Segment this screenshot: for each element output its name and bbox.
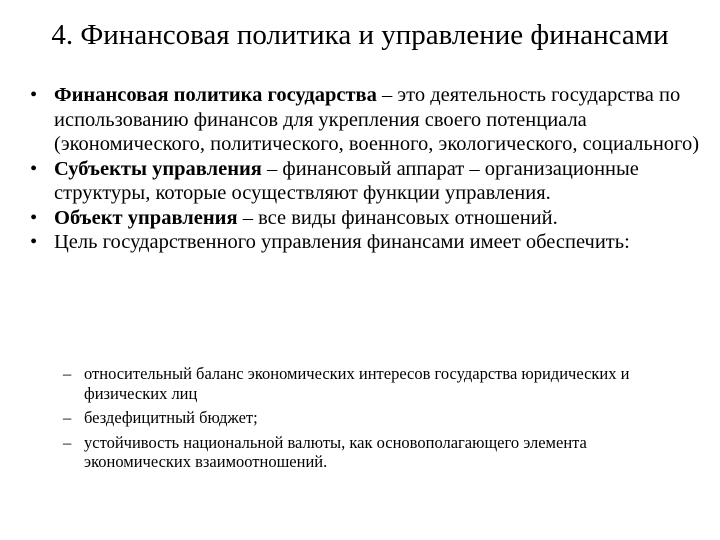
dash-mark: – [63, 432, 72, 452]
bullet-term: Субъекты управления [54, 157, 262, 180]
bullet-mark: • [30, 231, 38, 253]
dash-mark: – [63, 408, 72, 427]
slide-title: 4. Финансовая политика и управление финансами [51, 19, 669, 51]
sub-item-text: относительный баланс экономических интересов государства юридических и физических лиц [84, 364, 630, 403]
bullet-item-financial-policy [30, 83, 700, 157]
bullet-mark: • [30, 157, 38, 180]
bullet-mark: • [30, 84, 38, 106]
sub-item-balance [63, 364, 663, 403]
sub-item-budget [63, 408, 663, 428]
sub-item-text: бездефицитный бюджет; [84, 408, 258, 427]
bullet-item-management-goal [30, 230, 700, 255]
bullet-item-management-subjects [30, 157, 700, 206]
bullet-text: – это деятельность государства по использованию финансов для укрепления своего потенциала (экономического, политического, военного, экологического, социального) [54, 84, 700, 155]
dash-mark: – [63, 364, 72, 383]
bullet-mark: • [30, 206, 38, 229]
bullet-text: Цель государственного управления финансами имеет обеспечить: [54, 231, 630, 253]
bullet-term: Объект управления [54, 206, 238, 229]
bullet-text: – все виды финансовых отношений. [237, 206, 558, 229]
bullet-list [30, 83, 700, 255]
bullet-term: Финансовая политика государства [54, 84, 377, 106]
sub-list [63, 364, 663, 477]
bullet-item-management-object [30, 206, 700, 231]
bullet-text: – финансовый аппарат – организационные структуры, которые осуществляют функции управления. [54, 157, 639, 204]
sub-item-currency [63, 433, 663, 472]
sub-item-text: устойчивость национальной валюты, как основополагающего элемента экономических взаимоотношений. [84, 432, 587, 471]
